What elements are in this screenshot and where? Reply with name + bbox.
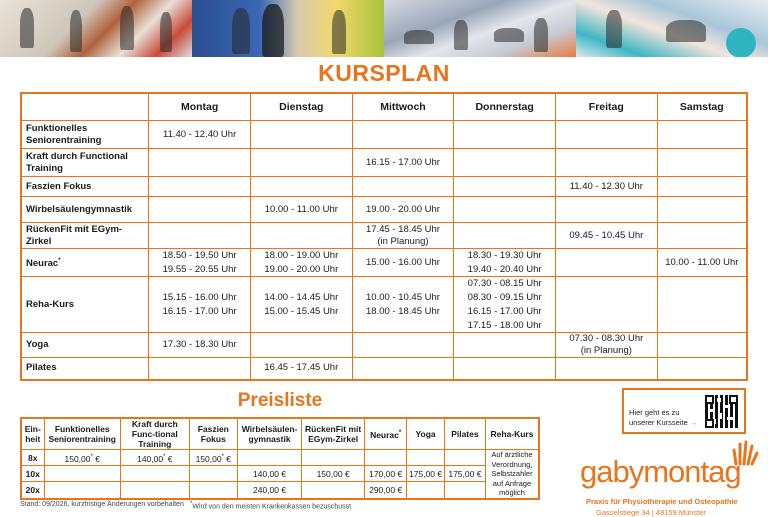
schedule-cell: [657, 358, 747, 380]
schedule-cell: [149, 177, 251, 197]
price-column-header: Funktionelles Seniorentraining: [44, 418, 120, 450]
schedule-cell: [555, 358, 657, 380]
header-photo-strip: [0, 0, 768, 57]
price-column-header: Yoga: [407, 418, 445, 450]
time-slot: (in Planung): [377, 235, 429, 247]
course-row: [21, 277, 747, 333]
course-name: Kraft durch Functional Training: [21, 149, 149, 177]
time-slot: 07.30 - 08.30 Uhr: [569, 333, 644, 344]
schedule-cell: [250, 358, 352, 380]
day-header: Donnerstag: [454, 93, 556, 121]
course-row: [21, 177, 747, 197]
time-slot: 15.00 - 16.00 Uhr: [365, 256, 440, 268]
schedule-cell: [454, 277, 556, 333]
course-page-qr-box[interactable]: [622, 388, 746, 434]
price-column-header: Ein-heit: [21, 418, 44, 450]
schedule-cell: [149, 249, 251, 277]
day-header: Montag: [149, 93, 251, 121]
time-slot: 11.40 - 12.30 Uhr: [569, 180, 643, 192]
schedule-cell: [454, 177, 556, 197]
price-unit: 8x: [21, 450, 44, 466]
schedule-cell: [352, 177, 454, 197]
course-name: Reha-Kurs: [21, 277, 149, 333]
page-title: KURSPLAN: [318, 60, 450, 86]
price-cell: [444, 450, 485, 466]
schedule-cell: [149, 277, 251, 333]
logo-subtitle: Praxis für Physiotherapie und Osteopathie: [586, 497, 738, 506]
time-slot: 15.15 - 16.00 Uhr: [162, 291, 237, 303]
photo-aerial-yoga: [0, 0, 192, 57]
time-slot: 10.00 - 11.00 Uhr: [264, 203, 338, 215]
price-column-header: Reha-Kurs: [485, 418, 539, 450]
price-column-header: Kraft durch Func-tional Training: [120, 418, 189, 450]
course-name: Neurac*: [21, 249, 149, 277]
schedule-cell: [454, 249, 556, 277]
time-slot: 17.30 - 18.30 Uhr: [162, 339, 237, 350]
price-cell: 140,00* €: [120, 450, 189, 466]
course-row: [21, 333, 747, 358]
schedule-cell: [454, 121, 556, 149]
schedule-cell: [250, 149, 352, 177]
time-slot: 09.45 - 10.45 Uhr: [569, 229, 644, 241]
price-column-header: Neurac*: [365, 418, 407, 450]
qr-code-icon[interactable]: [705, 395, 738, 428]
schedule-cell: [657, 177, 747, 197]
time-slot: 19.00 - 20.00 Uhr: [365, 203, 440, 215]
price-cell: 150,00 €: [302, 466, 365, 482]
price-column-header: Wirbelsäulen-gymnastik: [237, 418, 301, 450]
schedule-cell: [555, 149, 657, 177]
photo-trainer: [192, 0, 384, 57]
arrow-right-icon: →: [689, 418, 698, 427]
day-header: Samstag: [657, 93, 747, 121]
time-slot: 16.15 - 17.00 Uhr: [162, 305, 237, 317]
price-column-header: Pilates: [444, 418, 485, 450]
price-column-header: RückenFit mit EGym-Zirkel: [302, 418, 365, 450]
time-slot: 07.30 - 08.15 Uhr: [467, 277, 542, 289]
price-row: [21, 482, 539, 499]
schedule-cell: [250, 177, 352, 197]
schedule-cell: [657, 197, 747, 223]
schedule-cell: [352, 121, 454, 149]
schedule-cell: [149, 333, 251, 358]
schedule-cell: [454, 358, 556, 380]
price-cell: [44, 466, 120, 482]
schedule-cell: [352, 197, 454, 223]
time-slot: 18.30 - 19.30 Uhr: [467, 249, 542, 261]
schedule-cell: [555, 277, 657, 333]
course-row: [21, 121, 747, 149]
schedule-cell: [454, 333, 556, 358]
schedule-cell: [149, 358, 251, 380]
price-cell: 140,00 €: [237, 466, 301, 482]
schedule-cell: [657, 333, 747, 358]
course-row: [21, 249, 747, 277]
day-header: Mittwoch: [352, 93, 454, 121]
price-cell: 290,00 €: [365, 482, 407, 499]
price-cell: [120, 482, 189, 499]
schedule-cell: [250, 249, 352, 277]
logo-address: Gasselstiege 34 | 48159 Münster: [596, 508, 706, 517]
time-slot: (in Planung): [580, 345, 632, 356]
footer-status-note: Stand: 09/2026, kurzfristige Änderungen vorbehalten: [20, 501, 184, 508]
time-slot: 14.00 - 14.45 Uhr: [264, 291, 339, 303]
price-cell: [120, 466, 189, 482]
course-name: Wirbelsäulengymnastik: [21, 197, 149, 223]
gabymontag-logo: gabymontag Praxis für Physiotherapie und Osteopathie Gasselstiege 34 | 48159 Münster: [580, 440, 768, 512]
course-name: Pilates: [21, 358, 149, 380]
schedule-cell: [555, 197, 657, 223]
price-row: [21, 466, 539, 482]
course-name: Funktionelles Seniorentraining: [21, 121, 149, 149]
time-slot: 08.30 - 09.15 Uhr: [467, 291, 542, 303]
schedule-header-row: [21, 93, 747, 121]
price-row: [21, 450, 539, 466]
schedule-cell: [149, 149, 251, 177]
price-unit: 20x: [21, 482, 44, 499]
price-cell: 175,00 €: [444, 466, 485, 482]
time-slot: 11.40 - 12.40 Uhr: [163, 128, 237, 140]
course-row: [21, 223, 747, 249]
footer-subsidy-note: *Wird von den meisten Krankenkassen bezuschusst: [190, 501, 352, 511]
qr-caption: Hier geht es zu unserer Kursseite →: [629, 408, 698, 427]
schedule-cell: [454, 197, 556, 223]
course-name: Faszien Fokus: [21, 177, 149, 197]
price-cell: [302, 450, 365, 466]
price-header-row: [21, 418, 539, 450]
price-cell: 150,00* €: [189, 450, 237, 466]
time-slot: 19.40 - 20.40 Uhr: [467, 263, 542, 275]
price-cell: [444, 482, 485, 499]
schedule-cell: [657, 121, 747, 149]
schedule-cell: [555, 223, 657, 249]
time-slot: 15.00 - 15.45 Uhr: [264, 305, 339, 317]
time-slot: 18.00 - 19.00 Uhr: [264, 249, 339, 261]
schedule-cell: [657, 223, 747, 249]
time-slot: 18.50 - 19.50 Uhr: [162, 249, 237, 261]
price-column-header: Faszien Fokus: [189, 418, 237, 450]
price-list-table: [20, 417, 540, 500]
course-row: [21, 358, 747, 380]
price-cell: 150,00* €: [44, 450, 120, 466]
day-header: Dienstag: [250, 93, 352, 121]
schedule-cell: [657, 149, 747, 177]
course-row: [21, 149, 747, 177]
time-slot: 19.55 - 20.55 Uhr: [162, 263, 237, 275]
schedule-corner-cell: [21, 93, 149, 121]
schedule-cell: [250, 121, 352, 149]
schedule-cell: [454, 149, 556, 177]
schedule-cell: [149, 197, 251, 223]
reha-price-note: Auf ärztliche Verordnung, Selbstzahler auf Anfrage möglich: [485, 450, 539, 499]
time-slot: 10.00 - 11.00 Uhr: [665, 256, 739, 268]
course-schedule-table: [20, 92, 748, 381]
schedule-cell: [352, 333, 454, 358]
course-name: RückenFit mit EGym-Zirkel: [21, 223, 149, 249]
course-row: [21, 197, 747, 223]
time-slot: 16.15 - 17.00 Uhr: [365, 156, 440, 168]
photo-fitness-ball: [576, 0, 768, 57]
schedule-cell: [454, 223, 556, 249]
time-slot: 18.00 - 18.45 Uhr: [365, 305, 440, 317]
schedule-cell: [555, 121, 657, 149]
schedule-cell: [352, 358, 454, 380]
schedule-cell: [352, 223, 454, 249]
price-list-title: Preisliste: [237, 390, 323, 411]
price-cell: [407, 450, 445, 466]
schedule-cell: [555, 249, 657, 277]
schedule-cell: [555, 177, 657, 197]
schedule-cell: [657, 277, 747, 333]
price-cell: 175,00 €: [407, 466, 445, 482]
photo-group-mat-class: [384, 0, 576, 57]
time-slot: 10.00 - 10.45 Uhr: [365, 291, 440, 303]
course-name: Yoga: [21, 333, 149, 358]
time-slot: 17.45 - 18.45 Uhr: [365, 223, 440, 235]
price-cell: [237, 450, 301, 466]
schedule-cell: [555, 333, 657, 358]
time-slot: 16.15 - 17.00 Uhr: [467, 305, 542, 317]
price-cell: [407, 482, 445, 499]
price-cell: [365, 450, 407, 466]
price-cell: 170,00 €: [365, 466, 407, 482]
schedule-cell: [149, 121, 251, 149]
price-cell: [44, 482, 120, 499]
schedule-cell: [657, 249, 747, 277]
schedule-cell: [250, 333, 352, 358]
time-slot: 19.00 - 20.00 Uhr: [264, 263, 339, 275]
time-slot: 16.45 - 17.45 Uhr: [264, 362, 339, 374]
price-cell: [189, 482, 237, 499]
price-cell: [189, 466, 237, 482]
schedule-cell: [352, 149, 454, 177]
schedule-cell: [149, 223, 251, 249]
price-cell: 240,00 €: [237, 482, 301, 499]
time-slot: 17.15 - 18.00 Uhr: [467, 319, 542, 331]
price-cell: [302, 482, 365, 499]
schedule-cell: [250, 277, 352, 333]
price-unit: 10x: [21, 466, 44, 482]
schedule-cell: [352, 249, 454, 277]
schedule-cell: [250, 197, 352, 223]
day-header: Freitag: [555, 93, 657, 121]
schedule-cell: [250, 223, 352, 249]
schedule-cell: [352, 277, 454, 333]
